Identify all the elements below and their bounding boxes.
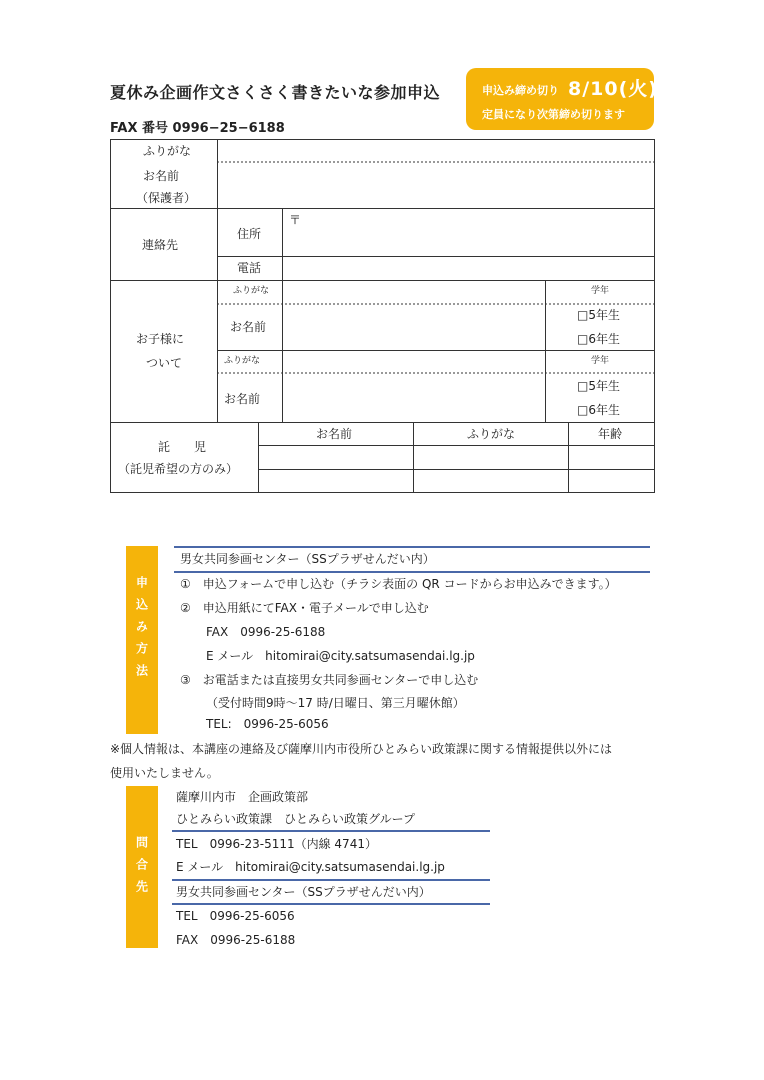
child2-grade-label: 学年	[591, 356, 610, 366]
deadline-date: 8/10(火)	[568, 78, 658, 100]
postal-mark: 〒	[289, 213, 302, 227]
inquiry-org-1: 薩摩川内市 企画政策部	[176, 790, 309, 804]
inquiry-side-label: 問合先	[126, 786, 158, 948]
label-child-1: お子様に	[136, 332, 185, 346]
child1-furigana-label: ふりがな	[233, 286, 270, 296]
privacy-note-2: 使用いたしません。	[110, 766, 219, 780]
apply-fax: FAX 0996-25-6188	[206, 625, 326, 639]
inquiry-center: 男女共同参画センター（SSプラザせんだい内）	[176, 885, 431, 899]
inquiry-rule-1	[172, 830, 490, 832]
privacy-note-1: ※個人情報は、本講座の連絡及び薩摩川内市役所ひとみらい政策課に関する情報提供以外には	[110, 742, 613, 756]
label-childcare-note: （託児希望の方のみ）	[118, 462, 239, 476]
inquiry-org-2: ひとみらい政策課 ひとみらい政策グループ	[176, 812, 416, 826]
label-address: 住所	[237, 227, 262, 241]
apply-line-2: ② 申込用紙にてFAX・電子メールで申し込む	[180, 601, 429, 615]
child1-grade6[interactable]: □6年生	[577, 332, 620, 346]
childcare-furigana-header: ふりがな	[467, 427, 516, 441]
inquiry-tel-1: TEL 0996-23-5111（内線 4741）	[176, 837, 377, 851]
label-child-2: ついて	[146, 356, 183, 370]
deadline-note: 定員になり次第締め切ります	[482, 108, 625, 121]
apply-tel: TEL: 0996-25-6056	[206, 717, 329, 731]
fax-number: FAX 番号 0996−25−6188	[110, 121, 285, 136]
label-childcare: 託 児	[158, 440, 207, 454]
apply-header-rule	[174, 571, 650, 573]
child2-name-label: お名前	[224, 392, 261, 406]
child1-grade5[interactable]: □5年生	[577, 308, 620, 322]
apply-header: 男女共同参画センター（SSプラザせんだい内）	[180, 552, 435, 566]
label-guardian: （保護者）	[136, 191, 197, 205]
child2-grade6[interactable]: □6年生	[577, 403, 620, 417]
page-title: 夏休み企画作文さくさく書きたいな参加申込	[110, 83, 441, 102]
apply-top-rule	[174, 546, 650, 548]
deadline-label: 申込み締め切り	[482, 84, 559, 97]
inquiry-fax: FAX 0996-25-6188	[176, 933, 296, 947]
label-phone: 電話	[237, 261, 262, 275]
inquiry-email: E メール hitomirai@city.satsumasendai.lg.jp	[176, 860, 445, 874]
form-table-grid	[0, 0, 764, 500]
apply-line-3: ③ お電話または直接男女共同参画センターで申し込む	[180, 673, 479, 687]
inquiry-rule-3	[172, 903, 490, 905]
child1-name-label: お名前	[230, 320, 267, 334]
apply-email: E メール hitomirai@city.satsumasendai.lg.jp	[206, 649, 475, 663]
label-furigana: ふりがな	[143, 144, 192, 158]
apply-line-1: ① 申込フォームで申し込む（チラシ表面の QR コードからお申込みできます。）	[180, 577, 617, 591]
apply-side-label: 申込み方法	[126, 546, 158, 734]
childcare-name-header: お名前	[316, 427, 353, 441]
childcare-age-header: 年齢	[598, 427, 623, 441]
child2-grade5[interactable]: □5年生	[577, 379, 620, 393]
label-name: お名前	[143, 169, 180, 183]
inquiry-tel-2: TEL 0996-25-6056	[176, 909, 295, 923]
child1-grade-label: 学年	[591, 286, 610, 296]
child2-furigana-label: ふりがな	[224, 356, 261, 366]
label-contact: 連絡先	[142, 238, 179, 252]
apply-hours: （受付時間9時～17 時/日曜日、第三月曜休館）	[206, 696, 465, 710]
inquiry-rule-2	[172, 879, 490, 881]
